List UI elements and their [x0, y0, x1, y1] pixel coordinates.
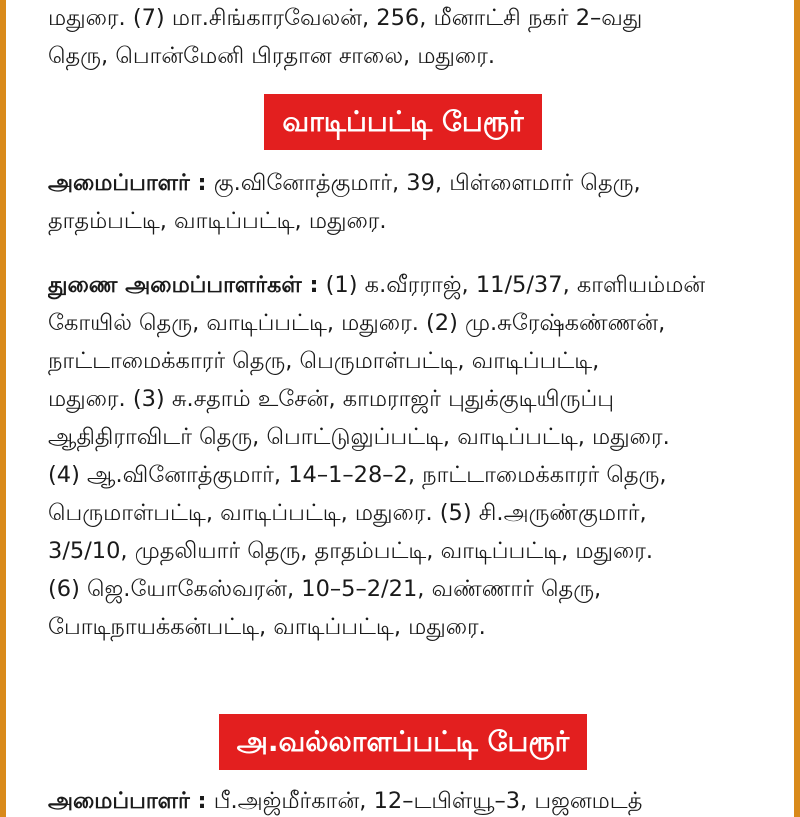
intro-line: மதுரை. (7) மா.சிங்காரவேலன், 256, மீனாட்சி நகர் 2–வது: [48, 5, 643, 31]
section-heading-a-vallalapatti: [48, 714, 758, 770]
deputies-line: போடிநாயக்கன்பட்டி, வாடிப்பட்டி, மதுரை.: [48, 614, 486, 640]
deputies-paragraph: [48, 266, 705, 646]
deputies-label: துணை அமைப்பாளர்கள் :: [48, 272, 319, 298]
deputies-line: மதுரை. (3) சு.சதாம் உசேன், காமராஜர் புதுக்குடியிருப்பு: [48, 386, 614, 412]
organizer-label: அமைப்பாளர் :: [48, 170, 207, 196]
deputies-line: கோயில் தெரு, வாடிப்பட்டி, மதுரை. (2) மு.சுரேஷ்கண்ணன்,: [48, 310, 666, 336]
section-heading-vadipatti: [48, 94, 758, 150]
organizer-line: [48, 164, 641, 202]
organizer-paragraph: [48, 164, 641, 240]
section-banner: வாடிப்பட்டி பேரூர்: [264, 94, 541, 150]
organizer-line: தாதம்பட்டி, வாடிப்பட்டி, மதுரை.: [48, 208, 387, 234]
left-border: [0, 0, 6, 817]
deputies-line: [48, 266, 705, 304]
deputies-line: பெருமாள்பட்டி, வாடிப்பட்டி, மதுரை. (5) சி.அருண்குமார்,: [48, 500, 647, 526]
intro-line: தெரு, பொன்மேனி பிரதான சாலை, மதுரை.: [48, 43, 496, 69]
organizer-text: கு.வினோத்குமார், 39, பிள்ளைமார் தெரு,: [213, 170, 641, 196]
deputies-line: (6) ஜெ.யோகேஸ்வரன், 10–5–2/21, வண்ணார் தெரு,: [48, 576, 602, 602]
deputies-line: ஆதிதிராவிடர் தெரு, பொட்டுலுப்பட்டி, வாடிப்பட்டி, மதுரை.: [48, 424, 670, 450]
right-border: [794, 0, 800, 817]
organizer-paragraph: [48, 782, 642, 817]
intro-paragraph: [48, 0, 642, 75]
organizer-label: அமைப்பாளர் :: [48, 788, 207, 814]
deputies-line: (4) ஆ.வினோத்குமார், 14–1–28–2, நாட்டாமைக்காரர் தெரு,: [48, 462, 667, 488]
deputies-text: (1) க.வீரராஜ், 11/5/37, காளியம்மன்: [325, 272, 706, 298]
organizer-line: [48, 782, 642, 817]
deputies-line: 3/5/10, முதலியார் தெரு, தாதம்பட்டி, வாடிப்பட்டி, மதுரை.: [48, 538, 654, 564]
section-banner: அ.வல்லாளப்பட்டி பேரூர்: [219, 714, 588, 770]
deputies-line: நாட்டாமைக்காரர் தெரு, பெருமாள்பட்டி, வாடிப்பட்டி,: [48, 348, 600, 374]
organizer-text: பீ.அஜ்மீர்கான், 12–டபிள்யூ–3, பஜனமடத்: [213, 788, 643, 814]
